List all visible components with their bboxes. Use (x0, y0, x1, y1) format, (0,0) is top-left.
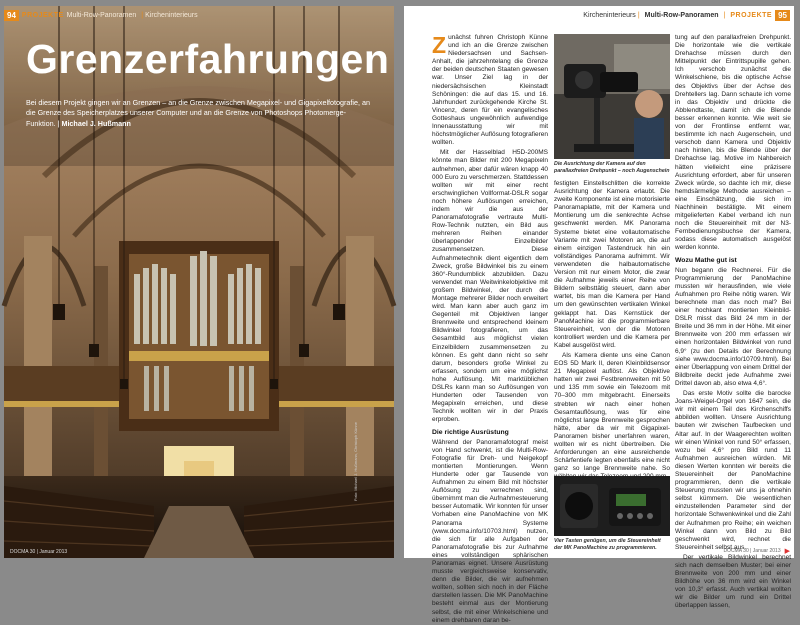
drop-cap: Z (432, 32, 447, 58)
left-footer: DOCMA 30 | Januar 2013 (10, 549, 68, 555)
header-divider: | (141, 11, 144, 19)
footer-text: DOCMA 30 | Januar 2013 (723, 548, 781, 554)
text-column-1 (432, 32, 548, 624)
section-label: PROJEKTE (21, 11, 64, 19)
paragraph-text: unächst fuhren Christoph Künne und ich an die Grenze zwischen Niedersachsen und Sachsen-Anhalt, die jahrzehntelang die Grenze der beiden deutschen Staaten gewesen war. Unser Ziel lag in der niedersächsischen Kleinstadt Schöningen: die auf das 15. und 16. Jahrhundert zurückgehende Kirche St. Vincenz, deren für ein evangelisches Gotteshaus ungewöhnlich aufwendige Innenausstattung wir mit höchstmöglicher Auflösung fotografieren wollten. (432, 34, 548, 147)
control-unit-photo (554, 476, 670, 536)
header-divider: | (723, 11, 726, 19)
paragraph: Nun begann die Rechnerei. Für die Programmierung der PanoMachine mussten wir herausfinden, wie viele Aufnahmen pro Reihe nötig waren. Wir berechnete man das noch mal? Bei einer hochkant montierten Kleinbild-DSLR misst das Bild 24 mm in der Breite und 36 mm in der Höhe. Mit einer Brennweite von 200 mm erfassen wir einen horizontalen Bildwinkel von rund 6,9° (zu den Details der Berechnung siehe www.docma.info/10709.html). Bei einer Überlappung von einem Drittel der Bildbreite deckt jede Aufnahme zwei Drittel davon ab, also etwa 4,6°. (675, 266, 791, 387)
camera-on-panohead-photo (554, 34, 670, 159)
paragraph: Als Kamera diente uns eine Canon EOS 5D Mark II, deren Kleinbildsensor 21 Megapixel auflöst. Als Objektive hatten wir zwei Festbrennweiten mit 50 und 135 mm sowie ein Telezoom mit 70–300 mm mitgebracht. Einerseits strebten wir nach einer hohen Gesamtauflösung, was für eine möglichst lange Brennweite gesprochen hätte, aber da wir mit Gigapixel-Panoramen bisher unerfahren waren, wollten wir es nicht übertreiben. Die Anforderungen an eine ausreichende Schärfentiefe legten ebenfalls eine nicht ganz so lange Brennweite nahe. So (554, 351, 670, 473)
author-name: Michael J. Hußmann (61, 118, 131, 128)
lead-text: Bei diesem Projekt gingen wir an Grenzen – an die Grenze zwischen Megapixel- und Gigapixelfotografie, an die Grenze des Speicherplatzes unserer Computer und an die Grenze von Photoshops Photomerge-Funktion. (26, 98, 370, 128)
series-title: Multi-Row-Panoramen (644, 11, 719, 19)
paragraph: Mit der Hasselblad H5D-200MS könnte man Bilder mit 200 Megapixeln aufnehmen, aber dafür wären knapp 40 000 Euro zu verschmerzen. Stattdessen wollten wir mit einer recht erschwinglichen Vollformat-DSLR sogar noch höhere Auflösungen erreichen, indem wir die aus der Panoramafotografie vertraute Multi-Row-Technik nutzten, ein Bild aus mehreren Reihen einander überlappender Einzelbilder zusammensetzen. Diese Aufnahmetechnik dient eigentlich dem Zweck, große Bildwinkel bis zu einem 360°-Rundumblick abzubilden. Dazu verwendet man Weitwinkelobjektive mit großem Bildwinkel, der durch die Montage mehrerer Bilder noch erweitert wird. Man kann aber auch ganz im Gegenteil mit Objektiven langer Brennweite und entsprechend kleinem Bildwinkel fotografieren, um das Gesamtbild aus möglichst vielen Einzelbildern zusammensetzen zu können. Es geht dann nicht so sehr darum, besonders große Winkel zu erfassen, sondern um eine möglichst hohe Auflösung. Mit marktüblichen DSLRs kann man so Auflösungen von Hunderten oder Tausenden von Megapixeln erreichen, und diese Technik wollten wir in der Praxis erproben. (432, 149, 548, 424)
photo-credit: Foto: Michael J. Hußmann, Christoph Künne (353, 422, 359, 501)
paragraph: Das erste Motiv sollte die barocke Joans-Weigel-Orgel von 1647 sein, die wir mit einem Teil des Kirchenschiffs abbilden wollten. Unsere Ausrichtung bauten wir zwischen Taufbecken und Altar auf. In der Waagerechten wollten wir einen Winkel von rund 50° erfassen, wozu bei 4,6° pro Bild rund 11 Aufnahmen ausreichen würden. Mit diesen Werten konnten wir bereits die Steuereinheit der PanoMachine programmieren, denn die vertikale Steuerung mussten wir uns ja ohnehin selbst kümmern. Die wesentlichen einzustellenden Parameter sind der horizontale Schwenkwinkel und die Zahl der Aufnahmen pro Reihe; ein weichen Winkel dann von Bild zu Bild geschwenkt wird, rechnet die Steuereinheit selbst aus. (675, 390, 791, 551)
figure-caption: Die Ausrichtung der Kamera auf den parallaxfreien Drehpunkt – noch Augenschein (554, 161, 670, 174)
continue-arrow-icon: ▶ (784, 548, 790, 555)
text-column-2 (554, 180, 670, 472)
page-number: 94 (4, 10, 19, 21)
paragraph: Der vertikale Bildwinkel berechnet sich nach demselben Muster; bei einer Brennweite von 200 mm und einer Bildhöhe von 36 mm wird ein Winkel von 10,3° erfasst. Auch vertikal wollten wir die Bilder um rund ein Drittel überlappen lassen, (675, 553, 791, 610)
lead-divider: | (57, 118, 62, 128)
right-running-header (404, 9, 790, 21)
article-title: Grenzerfahrungen (26, 36, 390, 82)
header-divider: | (637, 11, 640, 19)
subheading: Wozu Mathe gut ist (675, 256, 737, 264)
paragraph (432, 34, 548, 147)
lead-paragraph (26, 98, 371, 129)
figure-control-unit (554, 476, 670, 551)
left-running-header (4, 9, 198, 21)
page-number: 95 (775, 10, 790, 21)
right-page (404, 6, 794, 624)
paragraph: festigten Einstellschlitten die korrekte Ausrichtung der Kamera erlaubt. Die zweite Komponente ist eine motorisierte Panoramaplatte, mit der Kamera und Montierung um die senkrechte Achse geschwenkt werden. MK Panorama Systeme bietet eine vollautomatische Variante mit zwei Motoren an, die auf einem einzigen Tastendruck hin ein vollständiges Panorama aufnimmt. Wir verwendeten die halbautomatische Version mit nur einem Motor, die zwar die Aufnahme jeweils einer Reihe von Bildern selbsttätig steuert, dann aber wartet, bis man die Kamera per Hand um den gewünschten vertikalen Winkel geklappt hat. Das Kernstück der PanoMachine ist die programmierbare Steuereinheit, von der die Motoren kontrolliert werden und die Kamera per Kabel ausgelöst wird. (554, 180, 670, 349)
category-label: Kircheninterieurs (145, 11, 198, 19)
paragraph: tung auf den parallaxfreien Drehpunkt. Die horizontale wie die vertikale Drehachse müssen durch den Mittelpunkt der Eintrittspupille gehen. Ich verschob zunächst die Winkelschiene, bis die optische Achse des Objektivs über der Achse des Drehtellers lag. Dann schaute ich vorne in das Objektiv und drückte die Abblendtaste, damit ich die Blende besser erkennen konnte. Wie weit sie von der Frontlinse entfernt war, bestimmte ich nach Augenschein, und verschob dann Kamera und Objektiv nach hinten, bis die Blende über der Drehachse lag. Motive im Nahbereich hätten vielleicht eine präzisere Ausrichtung erfordert, aber für unseren Zweck würde, so dachte ich mir, diese hemdsärmelige Methode ausreichen – eine Einschätzung, die sich im Nachhinein bestätigte. Mit einem mitgelieferten Kabel verband ich nun noch die Steuereinheit mit der N3-Fernbedienungsbuchse der Kamera, sodass diese automatisch ausgelöst werden konnte. (675, 34, 791, 252)
right-footer (404, 547, 790, 555)
paragraph: Während der Panoramafotograf meist von Hand schwenkt, ist die Multi-Row-Fotografie für Dreh- und Neigekopf montierten Montierungen. Wenn Hunderte oder gar Tausende von Aufnahmen zu einem Bild mit höchster Auflösung zu verrechnen sind, übernimmt man die Aufnahmesteuerung besser Automatik. Wir konnten für unser Vorhaben eine PanoMachine von MK Panorama Systeme (www.docma.info/10703.html) nutzen, die sich für alle Aufgaben der Panoramafotografie bis zur Aufnahme eines vollständigen sphärischen Panoramas eignet. Unsere Ausrüstung musste vergleichsweise konservativ, denn die Bilder, die wir aufnehmen wollten, sollten sich noch in der Fläche darstellen lassen. Die MK PanoMachine besteht einmal aus der Montierung selbst, die mit einer Winkelschiene und einem drehbaren daran be- (432, 438, 548, 624)
section-label: PROJEKTE (730, 11, 773, 19)
subheading: Die richtige Ausrüstung (432, 428, 509, 436)
church-interior-photo (4, 6, 394, 558)
category-label: Kircheninterieurs (583, 11, 636, 19)
series-title: Multi-Row-Panoramen (66, 11, 137, 19)
left-page (4, 6, 394, 558)
figure-camera-setup (554, 34, 670, 174)
text-column-3 (675, 34, 791, 610)
figure-caption: Vier Tasten genügen, um die Steuereinheit der MK PanoMachine zu programmieren. (554, 538, 661, 551)
